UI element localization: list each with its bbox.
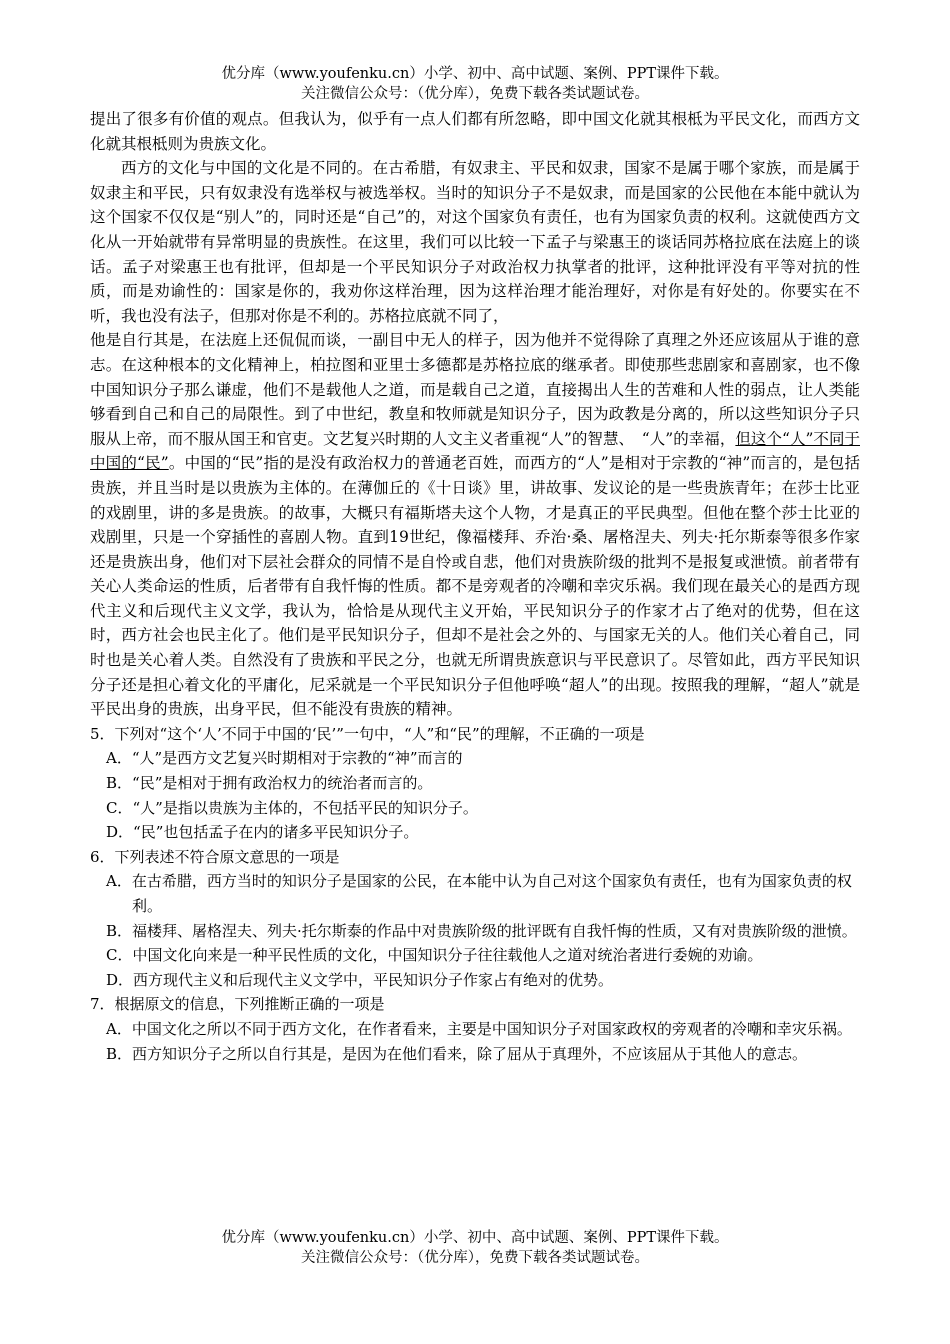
question-stem: 5．下列对“这个‘人’不同于中国的‘民’”一句中，“人”和“民”的理解，不正确的一项是 xyxy=(90,724,645,743)
option-c: C．中国文化向来是一种平民性质的文化，中国知识分子往往载他人之道对统治者进行委婉的劝谕。 xyxy=(106,946,763,965)
option-b: B．西方知识分子之所以自行其是，是因为在他们看来，除了屈从于真理外，不应该屈从于其他人的意志。 xyxy=(106,1044,808,1063)
option-b: B．福楼拜、屠格涅夫、列夫·托尔斯泰的作品中对贵族阶级的批评既有自我忏悔的性质，又有对贵族阶级的泄愤。 xyxy=(106,921,857,940)
footer-line-2: 关注微信公众号：（优分库），免费下载各类试题试卷。 xyxy=(301,1250,649,1266)
question-6 xyxy=(90,845,860,993)
page-footer xyxy=(0,1228,950,1268)
option-b: B．“民”是相对于拥有政治权力的统治者而言的。 xyxy=(106,774,433,793)
question-stem: 7．根据原文的信息，下列推断正确的一项是 xyxy=(90,995,385,1014)
page-header xyxy=(0,64,950,104)
article-paragraph-3 xyxy=(90,328,860,722)
underlined-sentence: 但这个“人”不同于中国的“民” xyxy=(90,429,860,473)
option-d: D．“民”也包括孟子在内的诸多平民知识分子。 xyxy=(106,823,419,842)
header-line-2: 关注微信公众号：（优分库），免费下载各类试题试卷。 xyxy=(301,86,649,102)
document-body xyxy=(90,107,860,1066)
article-paragraph-3-part-b: 。中国的“民”指的是没有政治权力的普通老百姓，而西方的“人”是相对于宗教的“神”而言的，是包括贵族，并且当时是以贵族为主体的。在薄伽丘的《十日谈》里，讲故事、发议论的是一些贵族青年；在莎士比亚的戏剧里，讲的多是贵族。的故事，大概只有福斯塔夫这个人物，才是真正的平民典型。但他在整个莎士比亚的戏剧里，只是一个穿插性的喜剧人物。直到19世纪，像福楼拜、乔治·桑、屠格涅夫、列夫·托尔斯泰等很多作家还是贵族出身，他们对下层社会群众的同情不是自怜或自悲，他们对贵族阶级的批判不是报复或泄愤。前者带有关心人类命运的性质，后者带有自我忏悔的性质。都不是旁观者的冷嘲和幸灾乐祸。我们现在最关心的是西方现代主义和后现代主义文学，我认为，恰恰是从现代主义开始，平民知识分子的作家才占了绝对的优势，但在这时，西方社会也民主化了。他们是平民知识分子，但却不是社会之外的、与国家无关的人。他们关心着自己，同时也是关心着人类。自然没有了贵族和平民之分，也就无所谓贵族意识与平民意识了。尽管如此，西方平民知识分子还是担心着文化的平庸化，尼采就是一个平民知识分子但他呼唤“超人”的出现。按照我的理解，“超人”就是平民出身的贵族，出身平民，但不能没有贵族的精神。 xyxy=(90,454,860,719)
footer-line-1: 优分库（www.youfenku.cn）小学、初中、高中试题、案例、PPT课件下载。 xyxy=(221,1230,729,1246)
option-a: A．中国文化之所以不同于西方文化，在作者看来，主要是中国知识分子对国家政权的旁观者的冷嘲和幸灾乐祸。 xyxy=(106,1019,852,1038)
option-a: A．“人”是西方文艺复兴时期相对于宗教的“神”而言的 xyxy=(106,749,463,768)
article-paragraph-3-part-a: 他是自行其是，在法庭上还侃侃而谈，一副目中无人的样子，因为他并不觉得除了真理之外还应该屈从于谁的意志。在这种根本的文化精神上，柏拉图和亚里士多德都是苏格拉底的继承者。即使那些悲剧家和喜剧家，也不像中国知识分子那么谦虚，他们不是载他人之道，而是载自己之道，直接揭出人生的苦难和人性的弱点，让人类能够看到自己和自己的局限性。到了中世纪，教皇和牧师就是知识分子，因为政教是分离的，所以这些知识分子只服从上帝，而不服从国王和官吏。文艺复兴时期的人文主义者重视“人”的智慧、 “人”的幸福， xyxy=(90,331,860,448)
article-paragraph-1: 提出了很多有价值的观点。但我认为，似乎有一点人们都有所忽略，即中国文化就其根柢为平民文化，而西方文化就其根柢则为贵族文化。 xyxy=(90,110,860,153)
header-line-1: 优分库（www.youfenku.cn）小学、初中、高中试题、案例、PPT课件下载。 xyxy=(221,66,729,82)
question-5 xyxy=(90,722,860,845)
question-stem: 6．下列表述不符合原文意思的一项是 xyxy=(90,847,340,866)
option-a: A．在古希腊，西方当时的知识分子是国家的公民，在本能中认为自己对这个国家负有责任，也有为国家负责的权利。 xyxy=(106,872,852,915)
question-7 xyxy=(90,992,860,1066)
article-paragraph-2: 西方的文化与中国的文化是不同的。在古希腊，有奴隶主、平民和奴隶，国家不是属于哪个家族，而是属于奴隶主和平民，只有奴隶没有选举权与被选举权。当时的知识分子不是奴隶，而是国家的公民他在本能中就认为这个国家不仅仅是“别人”的，同时还是“自己”的，对这个国家负有责任，也有为国家负责的权利。这就使西方文化从一开始就带有异常明显的贵族性。在这里，我们可以比较一下孟子与梁惠王的谈话同苏格拉底在法庭上的谈话。孟子对梁惠王也有批评，但却是一个平民知识分子对政治权力执掌者的批评，这种批评没有平等对抗的性质，而是劝谕性的：国家是你的，我劝你这样治理，因为这样治理才能治理好，对你是有好处的。你要实在不听，我也没有法子，但那对你是不利的。苏格拉底就不同了， xyxy=(90,159,860,325)
option-d: D．西方现代主义和后现代主义文学中，平民知识分子作家占有绝对的优势。 xyxy=(106,970,614,989)
option-c: C．“人”是指以贵族为主体的，不包括平民的知识分子。 xyxy=(106,798,478,817)
